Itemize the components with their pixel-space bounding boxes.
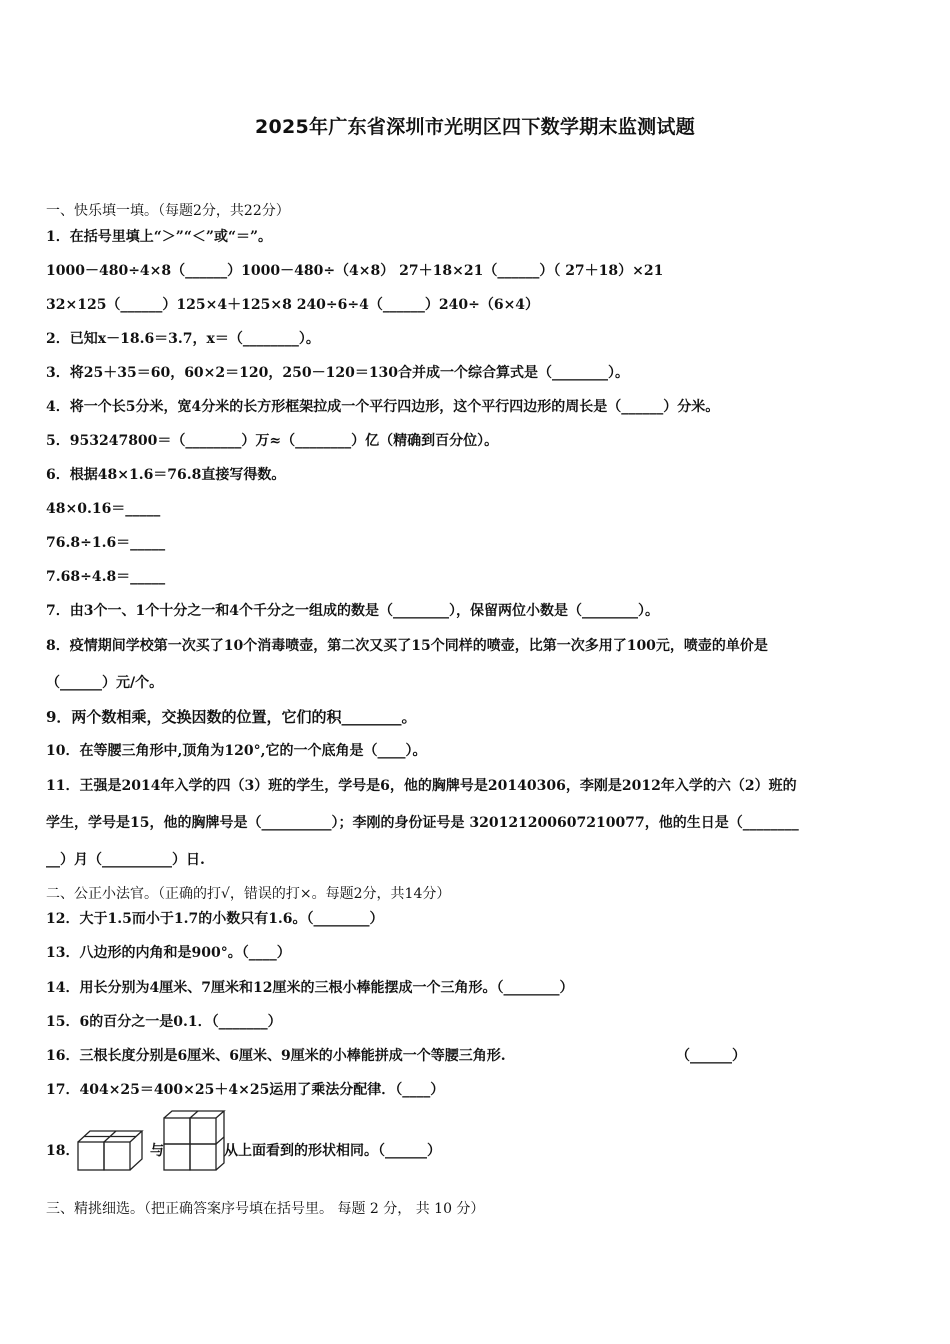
- cube-stack-figure-b: [162, 1110, 226, 1174]
- question-16-text: 16．三根长度分别是6厘米、6厘米、9厘米的小棒能拼成一个等腰三角形.: [46, 1048, 506, 1064]
- question-16-blank: （______）: [676, 1048, 746, 1064]
- question-5: 5．953247800＝（________）万≈（________）亿（精确到百分位）。: [46, 433, 499, 449]
- question-1-row-2: 32×125（______）125×4＋125×8 240÷6÷4（______）240÷（6×4）: [46, 297, 540, 313]
- question-12: 12．大于1.5而小于1.7的小数只有1.6。（________）: [46, 911, 384, 927]
- question-7: 7．由3个一、1个十分之一和4个千分之一组成的数是（________），保留两位小数是（________）。: [46, 603, 659, 619]
- question-2: 2．已知x－18.6＝3.7，x＝（________）。: [46, 331, 320, 347]
- question-17: 17．404×25＝400×25＋4×25运用了乘法分配律．（____）: [46, 1082, 445, 1098]
- question-14: 14．用长分别为4厘米、7厘米和12厘米的三根小棒能摆成一个三角形。（________）: [46, 980, 574, 996]
- question-18-number: 18．: [46, 1143, 80, 1159]
- question-8-line-2: （______）元/个。: [46, 675, 164, 691]
- question-11-line-1: 11．王强是2014年入学的四（3）班的学生，学号是6，他的胸牌号是20140306，李刚是2012年入学的六（2）班的: [46, 778, 797, 794]
- question-8-line-1: 8．疫情期间学校第一次买了10个消毒喷壶，第二次又买了15个同样的喷壶，比第一次多用了100元，喷壶的单价是: [46, 638, 768, 654]
- question-13: 13．八边形的内角和是900°。（____）: [46, 945, 291, 961]
- cube-stack-figure-a: [76, 1128, 150, 1174]
- section-3-heading: 三、精挑细选。（把正确答案序号填在括号里。 每题 2 分， 共 10 分）: [46, 1201, 485, 1217]
- section-1-heading: 一、快乐填一填。（每题2分，共22分）: [46, 203, 290, 219]
- question-16: [46, 1047, 746, 1065]
- question-1-row-1: 1000－480÷4×8（______）1000－480÷（4×8） 27＋18×21（______）（ 27＋18）×21: [46, 263, 664, 279]
- question-11-line-2: 学生，学号是15，他的胸牌号是（__________）；李刚的身份证号是 320121200607210077，他的生日是（________: [46, 815, 799, 831]
- question-1-stem: 1．在括号里填上“＞”“＜”或“＝”。: [46, 229, 273, 245]
- page-title: 2025年广东省深圳市光明区四下数学期末监测试题: [254, 116, 696, 138]
- section-2-heading: 二、公正小法官。（正确的打√，错误的打×。每题2分，共14分）: [46, 886, 451, 902]
- question-15: 15．6的百分之一是0.1．（_______）: [46, 1014, 282, 1030]
- question-6-item-c: 7.68÷4.8＝_____: [46, 569, 166, 585]
- question-11-line-3: __）月（__________）日.: [46, 852, 205, 868]
- question-18-text: 从上面看到的形状相同。（______）: [224, 1143, 441, 1159]
- question-4: 4．将一个长5分米，宽4分米的长方形框架拉成一个平行四边形，这个平行四边形的周长是（______）分米。: [46, 399, 720, 415]
- question-6-item-a: 48×0.16＝_____: [46, 501, 161, 517]
- question-6-item-b: 76.8÷1.6＝_____: [46, 535, 166, 551]
- question-6-stem: 6．根据48×1.6＝76.8直接写得数。: [46, 467, 286, 483]
- question-18-connector: 与: [150, 1143, 164, 1159]
- question-9: 9．两个数相乘，交换因数的位置，它们的积________。: [46, 708, 417, 726]
- question-10: 10．在等腰三角形中,顶角为120°,它的一个底角是（____）。: [46, 743, 427, 759]
- question-3: 3．将25＋35＝60，60×2＝120，250－120＝130合并成一个综合算式是（________）。: [46, 365, 630, 381]
